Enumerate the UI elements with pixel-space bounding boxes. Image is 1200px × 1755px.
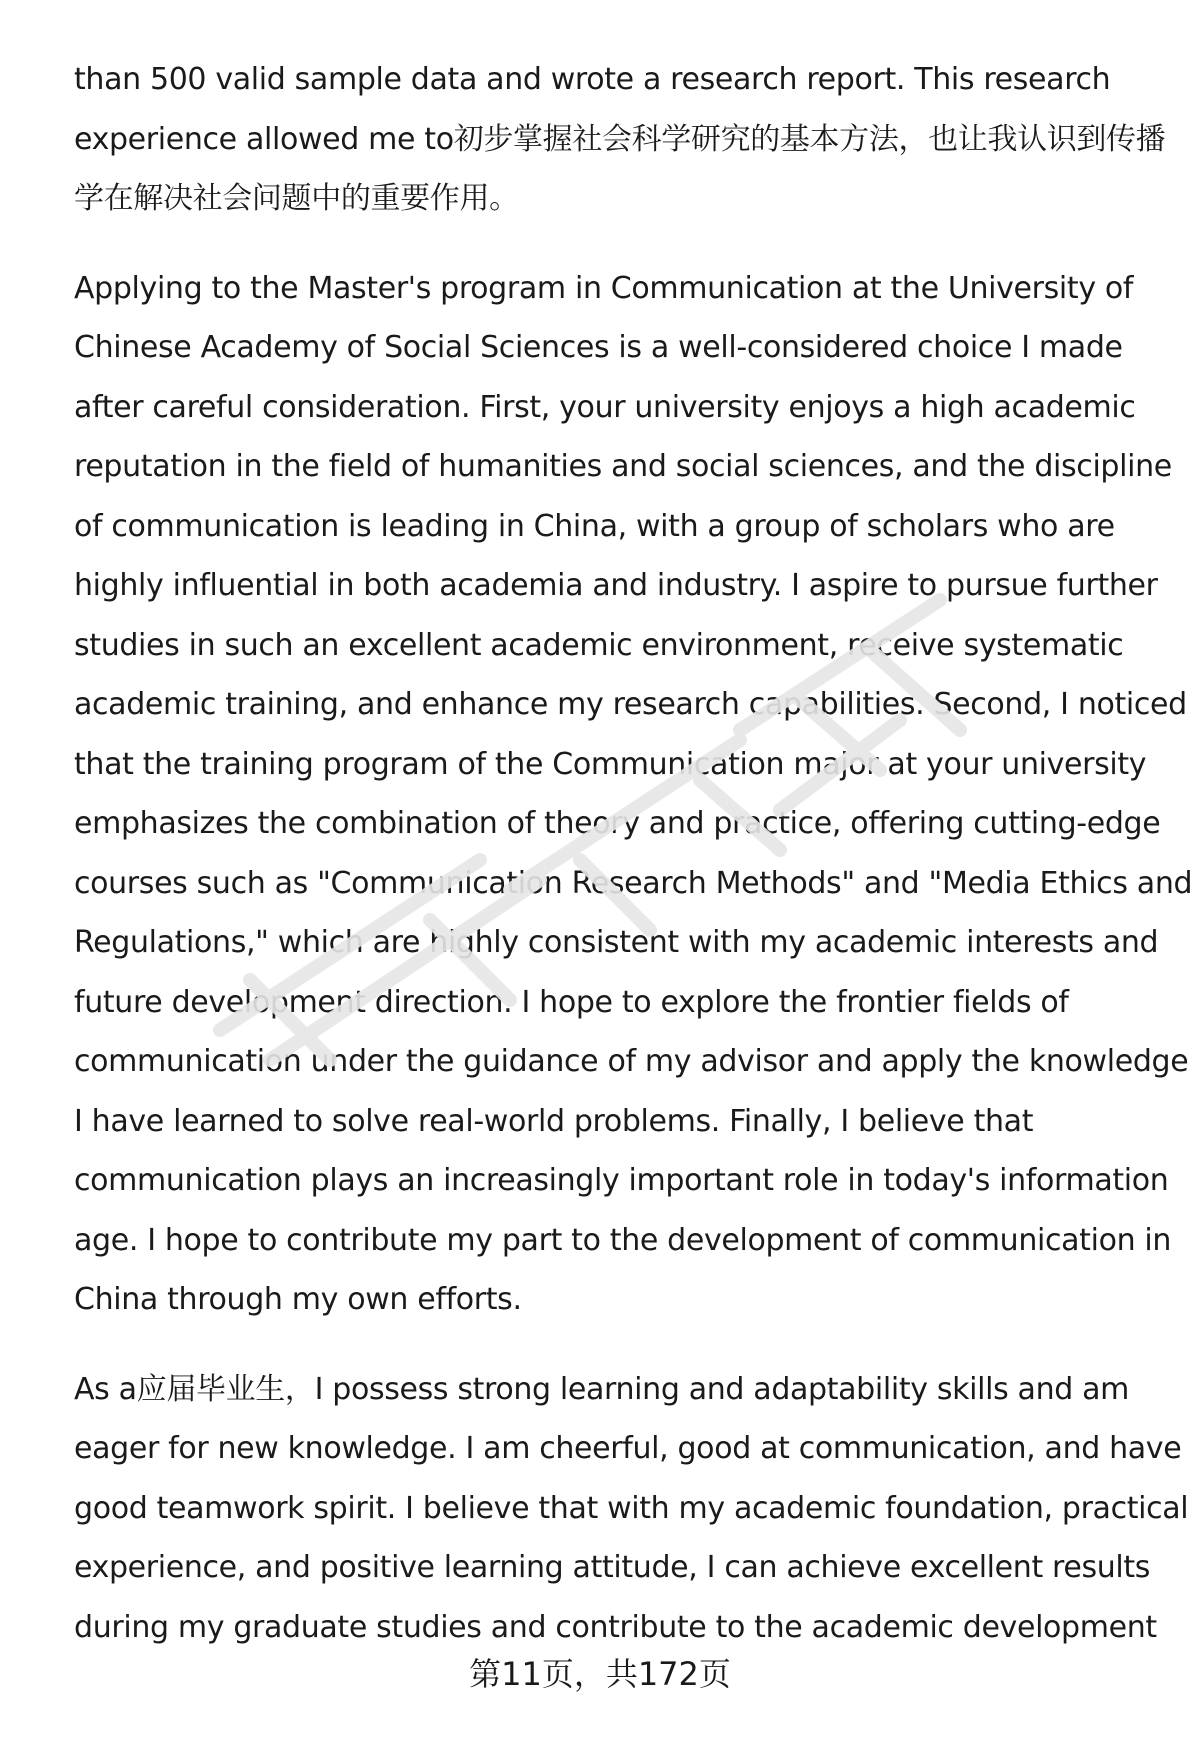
text-line: As a应届毕业生，I possess strong learning and adaptability skills and am [74, 1371, 1130, 1407]
document-page [74, 50, 1193, 1687]
text-line: after careful consideration. First, your university enjoys a high academic [74, 389, 1136, 425]
text-line: eager for new knowledge. I am cheerful, good at communication, and have [74, 1431, 1182, 1466]
text-line: academic training, and enhance my research capabilities. Second, I noticed [74, 687, 1187, 722]
text-line: emphasizes the combination of theory and practice, offering cutting-edge [74, 806, 1161, 841]
text-line: China through my own efforts. [74, 1282, 522, 1317]
text-line: communication plays an increasingly important role in today's information [74, 1163, 1169, 1198]
text-line: I have learned to solve real-world problems. Finally, I believe that [74, 1103, 1034, 1139]
text-line: studies in such an excellent academic environment, receive systematic [74, 627, 1124, 663]
text-line: reputation in the field of humanities and social sciences, and the discipline [74, 449, 1172, 484]
text-line: during my graduate studies and contribute to the academic development [74, 1609, 1157, 1645]
text-line: good teamwork spirit. I believe that with my academic foundation, practical [74, 1490, 1189, 1526]
text-line: that the training program of the Communication major at your university [74, 746, 1147, 782]
text-line: Applying to the Master's program in Communication at the University of [74, 270, 1134, 306]
text-line: than 500 valid sample data and wrote a research report. This research [74, 62, 1111, 97]
text-line: Chinese Academy of Social Sciences is a well-considered choice I made [74, 330, 1123, 365]
paragraph-3 [74, 1360, 1189, 1658]
paragraph-1 [74, 50, 1164, 229]
paragraph-2 [74, 259, 1193, 1330]
text-line: 学在解决社会问题中的重要作用。 [74, 181, 519, 216]
text-line: of communication is leading in China, with a group of scholars who are [74, 508, 1115, 544]
text-line: communication under the guidance of my advisor and apply the knowledge [74, 1044, 1189, 1079]
text-line: age. I hope to contribute my part to the development of communication in [74, 1222, 1172, 1258]
text-line: future development direction. I hope to explore the frontier fields of [74, 984, 1069, 1020]
text-line: Regulations," which are highly consistent with my academic interests and [74, 925, 1159, 960]
text-line: experience, and positive learning attitude, I can achieve excellent results [74, 1550, 1151, 1585]
text-line: experience allowed me to初步掌握社会科学研究的基本方法，也让我认识到传播 [74, 121, 1166, 157]
page-number: 第11页，共172页 [469, 1655, 731, 1693]
text-line: highly influential in both academia and industry. I aspire to pursue further [74, 568, 1158, 603]
text-line: courses such as "Communication Research Methods" and "Media Ethics and [74, 865, 1193, 901]
